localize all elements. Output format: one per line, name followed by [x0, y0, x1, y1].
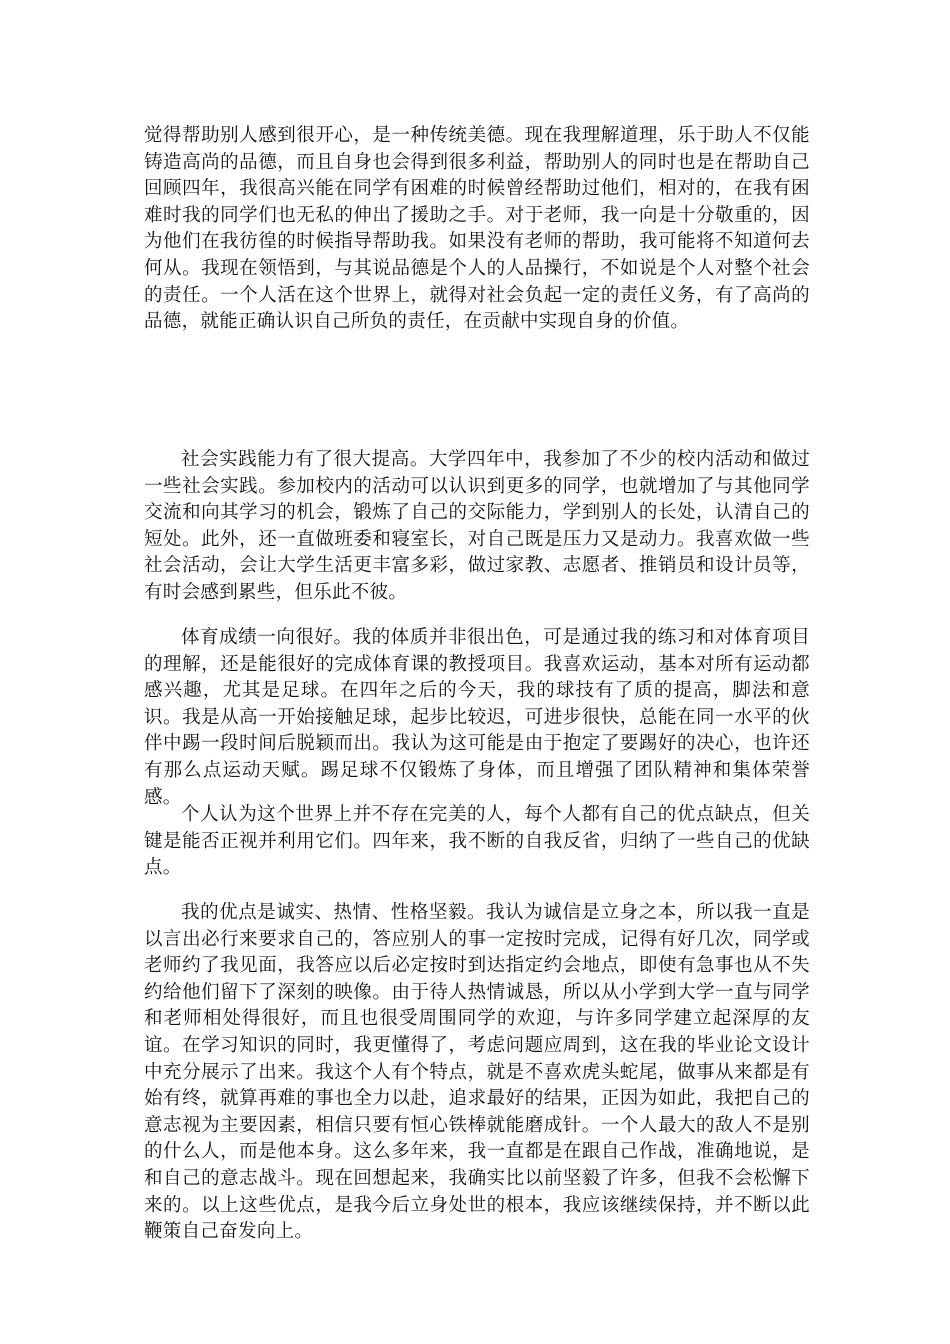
paragraph-sports: 体育成绩一向很好。我的体质并非很出色，可是通过我的练习和对体育项目的理解，还是能很好的完成体育课的教授项目。我喜欢运动，基本对所有运动都感兴趣，尤其是足球。在四年之后的今天，我的球技有了质的提高，脚法和意识。我是从高一开始接触足球，起步比较迟，可进步很快，总能在同一水平的伙伴中踢一段时间后脱颖而出。我认为这可能是由于抱定了要踢好的决心，也许还有那么点运动天赋。踢足球不仅锻炼了身体，而且增强了团队精神和集体荣誉感。 — [144, 627, 810, 808]
paragraph-strengths: 我的优点是诚实、热情、性格坚毅。我认为诚信是立身之本，所以我一直是以言出必行来要求自己的，答应别人的事一定按时完成，记得有好几次，同学或老师约了我见面，我答应以后必定按时到达指定约会地点，即使有急事也从不失约给他们留下了深刻的映像。由于待人热情诚恳，所以从小学到大学一直与同学和老师相处得很好，而且也很受周围同学的欢迎，与许多同学建立起深厚的友谊。在学习知识的同时，我更懂得了，考虑问题应周到，这在我的毕业论文设计中充分展示了出来。我这个人有个特点，就是不喜欢虎头蛇尾，做事从来都是有始有终，就算再难的事也全力以赴，追求最好的结果，正因为如此，我把自己的意志视为主要因素，相信只要有恒心铁棒就能磨成针。一个人最大的敌人不是别的什么人，而是他本身。这么多年来，我一直都是在跟自己作战，准确地说，是和自己的意志战斗。现在回想起来，我确实比以前坚毅了许多，但我不会松懈下来的。以上这些优点，是我今后立身处世的根本，我应该继续保持，并不断以此鞭策自己奋发向上。 — [144, 902, 810, 1243]
paragraph-moral-character: 觉得帮助别人感到很开心，是一种传统美德。现在我理解道理，乐于助人不仅能铸造高尚的品德，而且自身也会得到很多利益，帮助别人的同时也是在帮助自己回顾四年，我很高兴能在同学有困难的时候曾经帮助过他们，相对的，在我有困难时我的同学们也无私的伸出了援助之手。对于老师，我一向是十分敬重的，因为他们在我彷徨的时候指导帮助我。如果没有老师的帮助，我可能将不知道何去何从。我现在领悟到，与其说品德是个人的人品操行，不如说是个人对整个社会的责任。一个人活在这个世界上，就得对社会负起一定的责任义务，有了高尚的品德，就能正确认识自己所负的责任，在贡献中实现自身的价值。 — [144, 125, 810, 333]
paragraph-self-reflection: 个人认为这个世界上并不存在完美的人，每个人都有自己的优点缺点，但关键是能否正视并利用它们。四年来，我不断的自我反省，归纳了一些自己的优缺点。 — [144, 804, 810, 879]
paragraph-social-practice: 社会实践能力有了很大提高。大学四年中，我参加了不少的校内活动和做过一些社会实践。参加校内的活动可以认识到更多的同学，也就增加了与其他同学交流和向其学习的机会，锻炼了自己的交际能力，学到别人的长处，认清自己的短处。此外，还一直做班委和寝室长，对自己既是压力又是动力。我喜欢做一些社会活动，会让大学生活更丰富多彩，做过家教、志愿者、推销员和设计员等，有时会感到累些，但乐此不彼。 — [144, 449, 810, 603]
